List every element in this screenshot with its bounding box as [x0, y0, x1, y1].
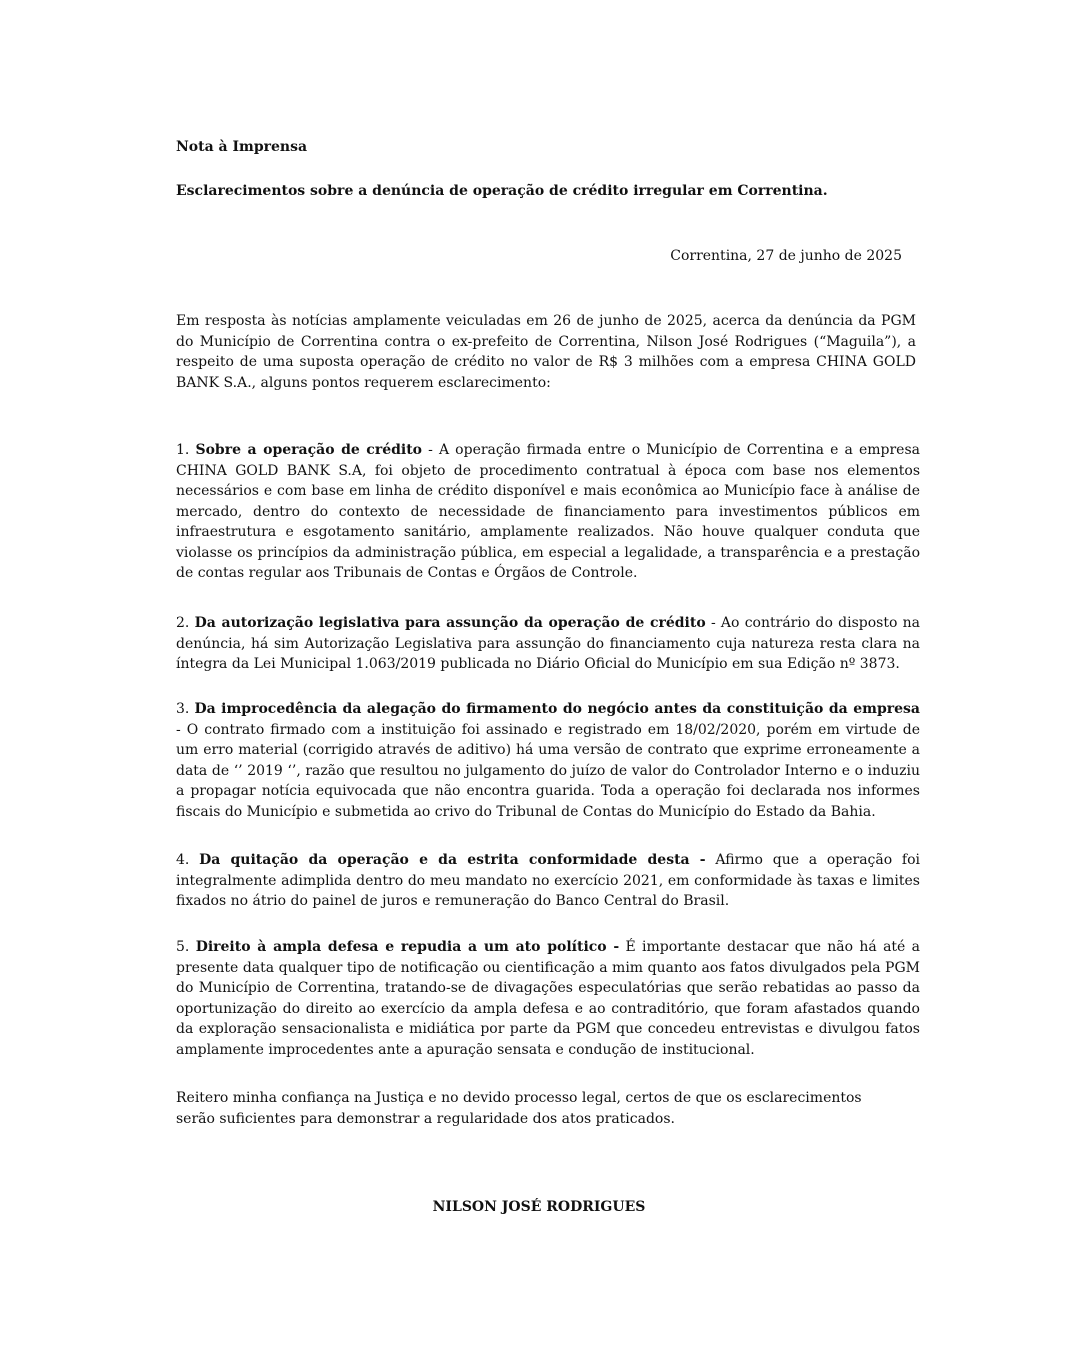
point-number: 5.: [176, 939, 190, 955]
point-4-paragraph: [176, 850, 920, 912]
point-text: - Ao contrário do disposto na denúncia, há sim Autorização Legislativa para assunção do financiamento cuja natureza resta clara na íntegra da Lei Municipal 1.063/2019 publicada no Diário Oficial do Município em sua Edição nº 3873.: [176, 615, 921, 672]
intro-paragraph: Em resposta às notícias amplamente veiculadas em 26 de junho de 2025, acerca da denúncia da PGM do Município de Correntina contra o ex-prefeito de Correntina, Nilson José Rodrigues (“Maguila”), a respeito de uma suposta operação de crédito no valor de R$ 3 milhões com a empresa CHINA GOLD BANK S.A., alguns pontos requerem esclarecimento:: [176, 313, 916, 391]
point-title: Da quitação da operação e da estrita conformidade desta -: [199, 852, 706, 868]
point-number: 4.: [176, 852, 190, 868]
point-1-paragraph: [176, 440, 920, 584]
point-title: Direito à ampla defesa e repudia a um ato político -: [195, 939, 620, 955]
point-title: Da improcedência da alegação do firmamento do negócio antes da constituição da empresa: [194, 701, 920, 717]
point-text: - O contrato firmado com a instituição foi assinado e registrado em 18/02/2020, porém em virtude de um erro material (corrigido através de aditivo) há uma versão de contrato que exprime erroneamente a data de ‘’ 2019 ‘’, razão que resultou no julgamento do juízo de valor do Controlador Interno e o induziu a propagar notícia equivocada que não encontra guarida. Toda a operação foi declarada nos informes fiscais do Município e submetida ao crivo do Tribunal de Contas do Município do Estado da Bahia.: [176, 721, 920, 820]
signature-name: NILSON JOSÉ RODRIGUES: [432, 1199, 646, 1215]
point-5-paragraph: [176, 937, 920, 1060]
point-title: Sobre a operação de crédito: [195, 442, 423, 458]
place-and-date: Correntina, 27 de junho de 2025: [670, 248, 902, 264]
document-subject: Esclarecimentos sobre a denúncia de operação de crédito irregular em Correntina.: [176, 183, 828, 199]
point-number: 1.: [176, 442, 190, 458]
point-title: Da autorização legislativa para assunção da operação de crédito: [194, 615, 706, 631]
point-number: 3.: [176, 701, 190, 717]
press-note-page: [176, 0, 920, 1350]
point-2-paragraph: [176, 613, 920, 675]
point-text: Afirmo que a operação foi integralmente adimplida dentro do meu mandato no exercício 2021, em conformidade às taxas e limites fixados no átrio do painel de juros e remuneração do Banco Central do Brasil.: [176, 852, 921, 909]
document-heading: Nota à Imprensa: [176, 139, 308, 155]
point-text: - A operação firmada entre o Município de Correntina e a empresa CHINA GOLD BANK S.A, foi objeto de procedimento contratual à época com base nos elementos necessários e com base em linha de crédito disponível e mais econômica ao Município face à análise de mercado, dentro do contexto de necessidade de financiamento para investimentos públicos em infraestrutura e esgotamento sanitário, amplamente realizados. Não houve qualquer conduta que violasse os princípios da administração pública, em especial a legalidade, a transparência e a prestação de contas regular aos Tribunais de Contas e Órgãos de Controle.: [176, 442, 920, 581]
point-text: É importante destacar que não há até a presente data qualquer tipo de notificação ou cientificação a mim quanto aos fatos divulgados pela PGM do Município de Correntina, tratando-se de divagações especulatórias que serão rebatidas ao passo da oportunização do direito ao exercício da ampla defesa e ao contraditório, que foram afastados quando da exploração sensacionalista e midiática por parte da PGM que concedeu entrevistas e divulgou fatos amplamente improcedentes ante a apuração sensata e condução de institucional.: [176, 939, 921, 1058]
closing-paragraph: Reitero minha confiança na Justiça e no devido processo legal, certos de que os esclarecimentos serão suficientes para demonstrar a regularidade dos atos praticados.: [176, 1090, 862, 1127]
point-3-paragraph: [176, 699, 920, 822]
point-number: 2.: [176, 615, 190, 631]
